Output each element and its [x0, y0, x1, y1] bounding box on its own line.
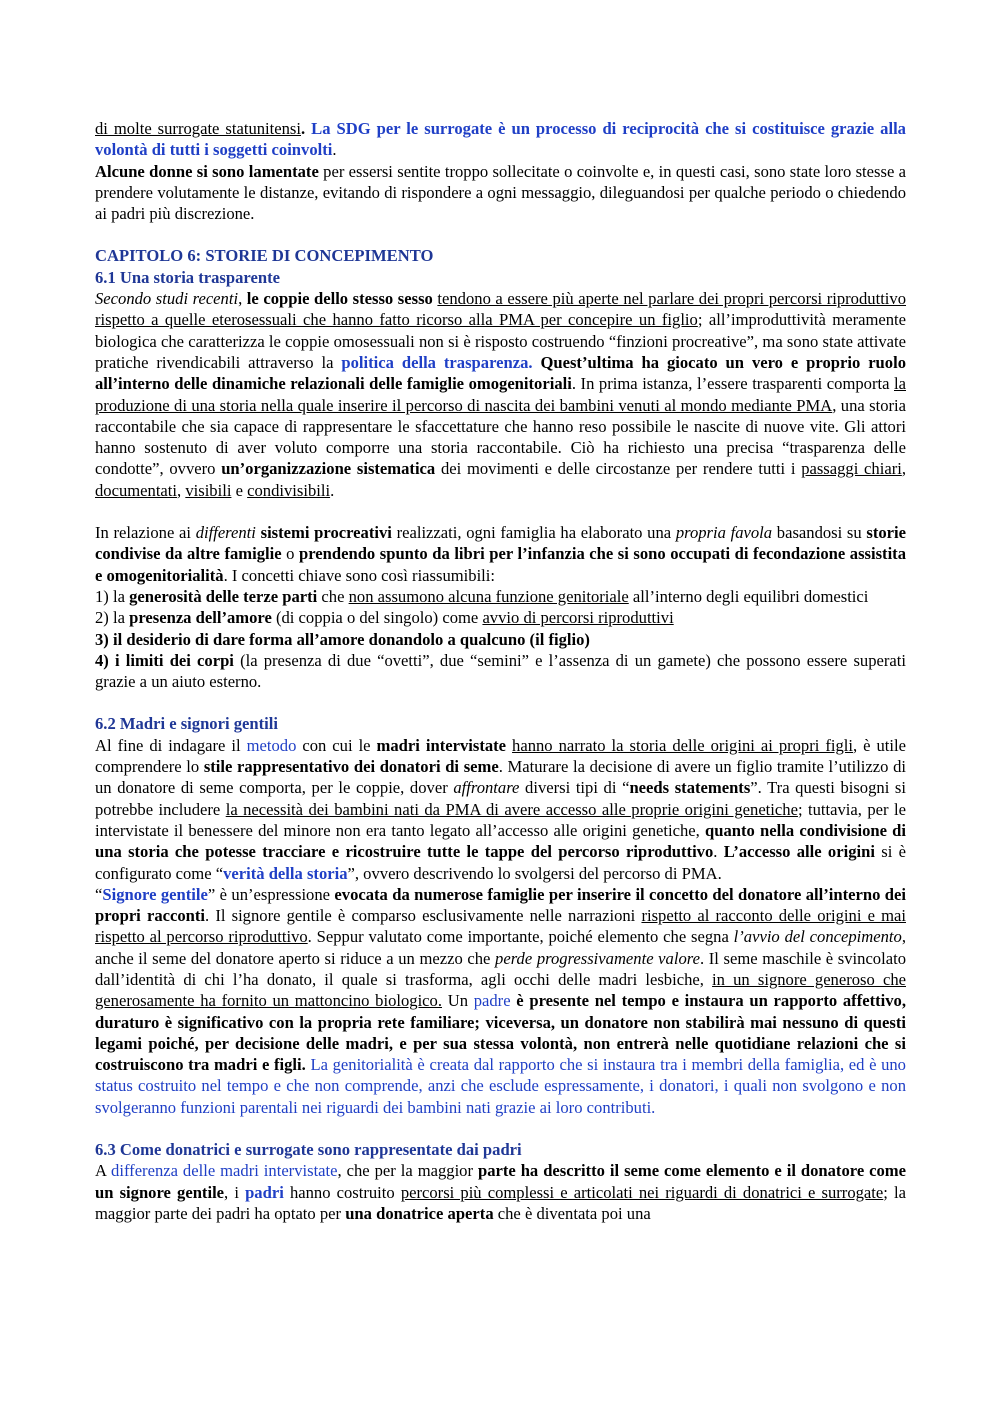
text-highlight: metodo	[246, 735, 297, 755]
text-underlined: visibili	[185, 480, 232, 500]
text: si è configurato come “	[95, 842, 907, 883]
text-highlight: La SDG per le surrogate è un processo di reciprocità che si costituisce grazie alla volontà di tutti i soggetti coinvolti	[95, 119, 906, 160]
text: basandosi su	[772, 523, 867, 543]
text-underlined: di molte surrogate statunitensi	[95, 119, 301, 138]
list-item-3	[95, 629, 906, 650]
text-bold: parte ha descritto il seme come elemento e il donatore come un signore gentile	[95, 1161, 906, 1202]
text: .	[332, 140, 337, 160]
text-bold: L’accesso alle origini	[723, 842, 875, 862]
text: , che per la maggior	[337, 1161, 478, 1181]
text: , anche il seme del donatore aperto si riduce a un mezzo che	[95, 927, 906, 968]
section-title-6-1: 6.1 Una storia trasparente	[95, 267, 280, 287]
text: Un	[442, 991, 474, 1011]
section-6-1-paragraph-2	[95, 522, 906, 586]
text: (la presenza di due “ovetti”, due “semini” e l’assenza di un gamete) che possono essere superati grazie a un aiuto esterno.	[95, 650, 906, 692]
chapter-title: CAPITOLO 6: STORIE DI CONCEPIMENTO	[95, 246, 434, 266]
text-underlined: ;	[883, 1182, 888, 1202]
text-bold: quanto nella condivisione di una storia che potesse tracciare e ricostruire tutte le tappe del percorso riproduttivo	[95, 820, 907, 862]
text: ; tuttavia, per le intervistate il benessere del minore non era tanto legato all’accesso alle origini genetiche,	[95, 799, 906, 840]
text-underlined: avvio di percorsi riproduttivi	[482, 608, 674, 628]
text: In relazione ai	[95, 523, 196, 543]
text: e	[231, 480, 248, 500]
text: Al fine di indagare il	[95, 735, 247, 755]
text-bold: madri intervistate	[376, 735, 507, 755]
text-bold: Alcune donne si sono lamentate	[95, 161, 319, 181]
text-bold: 3)	[95, 629, 113, 649]
text-underlined: non assumono alcuna funzione genitoriale	[348, 586, 629, 606]
text-italic: l’avvio del concepimento	[733, 927, 902, 947]
text-underlined: condivisibili	[247, 480, 331, 500]
text-bold: storie condivise da altre famiglie	[95, 523, 907, 564]
text: .	[330, 480, 335, 500]
text: ”. Tra questi bisogni si potrebbe includere	[95, 778, 906, 819]
text: ; all’improduttività meramente biologica che caratterizza le coppie omosessuali non si è risposto costruendo “finzioni procreative”, ma sono state attivate pratiche rivendicabili attraverso la	[95, 310, 906, 372]
text-bold: è presente nel tempo e instaura un rapporto affettivo, duraturo è significativo con la propria rete familiare; viceversa, un donatore non stabilirà mai nessuno di questi legami poiché, per decisione delle madri, e per sua stessa volontà, non entrerà nelle quotidiane relazioni che si costruiscono tra madri e figli.	[95, 991, 906, 1075]
text-highlight: politica della trasparenza.	[341, 352, 533, 372]
text: o	[281, 544, 299, 564]
text: ” è un’espressione	[207, 884, 335, 904]
section-6-2-paragraph-1	[95, 735, 906, 884]
text-bold: needs statements	[629, 778, 751, 798]
text: ,	[901, 459, 906, 479]
text: con cui le	[296, 735, 377, 755]
text-italic: affrontare	[453, 778, 520, 798]
text-bold: sistemi procreativi	[260, 523, 392, 543]
text-italic: Secondo studi recenti	[95, 289, 239, 309]
text-underlined: percorsi più complessi e articolati nei riguardi di donatrici e surrogate	[400, 1182, 884, 1202]
list-item-1	[95, 586, 906, 607]
text-italic: propria favola	[675, 523, 773, 543]
text-underlined: rispetto al racconto delle origini e mai rispetto al percorso riproduttivo	[95, 906, 906, 947]
text: che	[317, 586, 349, 606]
text-bold: un’organizzazione sistematica	[221, 459, 436, 479]
text: per essersi sentite troppo sollecitate o coinvolte e, in questi casi, sono state loro stesse a prendere volutamente le distanze, evitando di rispondere a ogni messaggio, dileguandosi per qualche periodo o chiedendo ai padri più discrezione.	[95, 161, 907, 224]
text-bold: stile rappresentativo dei donatori di seme	[203, 757, 499, 777]
text-highlight: La genitorialità è creata dal rapporto che si instaura tra i membri della famiglia, ed è uno status costruito nel tempo e che non comprende, anzi che esclude espressamente, i donatori, i quali non svolgono e non svolgeranno funzioni parentali nei riguardi dei bambini nati grazie ai loro contributi.	[95, 1055, 906, 1117]
text: diversi tipi di “	[519, 778, 630, 798]
text-bold: Quest’ultima ha giocato un vero e proprio ruolo all’interno delle dinamiche relazionali delle famiglie omogenitoriali	[95, 352, 906, 394]
text: .	[713, 842, 724, 862]
text-underlined: in un signore generoso che generosamente ha fornito un mattoncino biologico.	[95, 969, 906, 1011]
text: 1) la	[95, 586, 130, 606]
text: , è utile comprendere lo	[95, 735, 906, 777]
text-highlight: padri	[245, 1182, 284, 1202]
text-bold: una donatrice aperta	[345, 1203, 494, 1223]
text-bold: evocata da numerose famiglie per inserire il concetto del donatore all’interno dei propri racconti	[95, 884, 906, 926]
text-underlined: hanno narrato la storia delle origini ai propri figli	[512, 735, 854, 755]
text-bold: prendendo spunto da libri per l’infanzia che si sono occupati di fecondazione assistita e omogenitorialità	[95, 544, 907, 585]
text: all’interno degli equilibri domestici	[628, 586, 869, 606]
text: ”, ovvero descrivendo lo svolgersi del percorso di PMA.	[347, 863, 722, 883]
text: ,	[177, 480, 186, 500]
list-item-2	[95, 607, 906, 628]
text: realizzati, ogni famiglia ha elaborato una	[391, 523, 676, 543]
text: ,	[238, 289, 247, 309]
text-underlined: la necessità dei bambini nati da PMA di avere accesso alle proprie origini genetiche	[225, 799, 798, 819]
section-6-2-paragraph-2	[95, 884, 906, 1118]
text: che è diventata poi una	[493, 1203, 651, 1223]
text-highlight: verità della storia	[223, 863, 348, 883]
list-item-4	[95, 650, 906, 693]
text-underlined: la produzione di una storia nella quale inserire il percorso di nascita dei bambini venuti al mondo mediante PMA	[95, 374, 906, 415]
text: , i	[224, 1182, 246, 1202]
section-title-6-3: 6.3 Come donatrici e surrogate sono rappresentate dai padri	[95, 1140, 522, 1160]
text-underlined: tendono a essere più aperte nel parlare dei propri percorsi riproduttivo rispetto a quelle eterosessuali che hanno fatto ricorso alla PMA per concepire un figlio	[95, 289, 907, 330]
section-6-1-paragraph-1	[95, 288, 906, 501]
text: . In prima istanza, l’essere trasparenti comporta	[571, 374, 894, 394]
text: . I concetti chiave sono così riassumibili:	[223, 565, 496, 585]
section-title-6-2: 6.2 Madri e signori gentili	[95, 714, 278, 734]
text: hanno costruito	[283, 1182, 401, 1202]
text: dei movimenti e delle circostanze per rendere tutti i	[435, 459, 802, 479]
text-bold: presenza dell’amore	[129, 608, 272, 628]
text-bold: generosità delle terze parti	[129, 586, 318, 606]
text: la maggior parte dei padri ha optato per	[95, 1182, 907, 1223]
text: “	[95, 884, 103, 904]
text: , una storia raccontabile che sia capace di rappresentare le sfaccettature che hanno reso possibile le nascite di nuove vite. Gli attori hanno sostenuto di aver voluto comporre una storia raccontabile. Ciò ha richiesto una precisa “trasparenza delle condotte”, ovvero	[95, 395, 907, 479]
text-bold: i limiti dei corpi	[114, 650, 234, 670]
text-bold: 4)	[95, 650, 115, 670]
text: . Il seme maschile è svincolato dall’identità di chi l’ha donato, il quale si trasforma, agli occhi delle madri lesbiche,	[95, 948, 906, 989]
text-bold: .	[301, 119, 306, 138]
text-highlight: Signore gentile	[102, 884, 208, 904]
text-underlined: passaggi chiari	[801, 459, 902, 479]
text: . Seppur valutato come importante, poiché elemento che segna	[307, 927, 734, 947]
intro-paragraph	[95, 118, 906, 224]
text-italic: perde progressivamente valore	[495, 948, 700, 968]
text-bold: le coppie dello stesso sesso	[246, 289, 433, 309]
text-bold: il desiderio di dare forma all’amore donandolo a qualcuno (il figlio)	[112, 629, 590, 649]
text: A	[95, 1161, 112, 1181]
text: (di coppia o del singolo) come	[271, 608, 483, 628]
text: . Maturare la decisione di avere un figlio tramite l’utilizzo di un donatore di seme comporta, per le coppie, dover	[95, 757, 906, 798]
text-highlight: differenza delle madri intervistate	[111, 1161, 338, 1181]
text-italic: differenti	[195, 523, 256, 543]
section-6-3-paragraph-1	[95, 1160, 906, 1224]
text: 2) la	[95, 608, 130, 628]
text-highlight: padre	[473, 991, 511, 1011]
text: . Il signore gentile è comparso esclusivamente nelle narrazioni	[205, 906, 642, 926]
text-underlined: documentati	[95, 480, 178, 500]
